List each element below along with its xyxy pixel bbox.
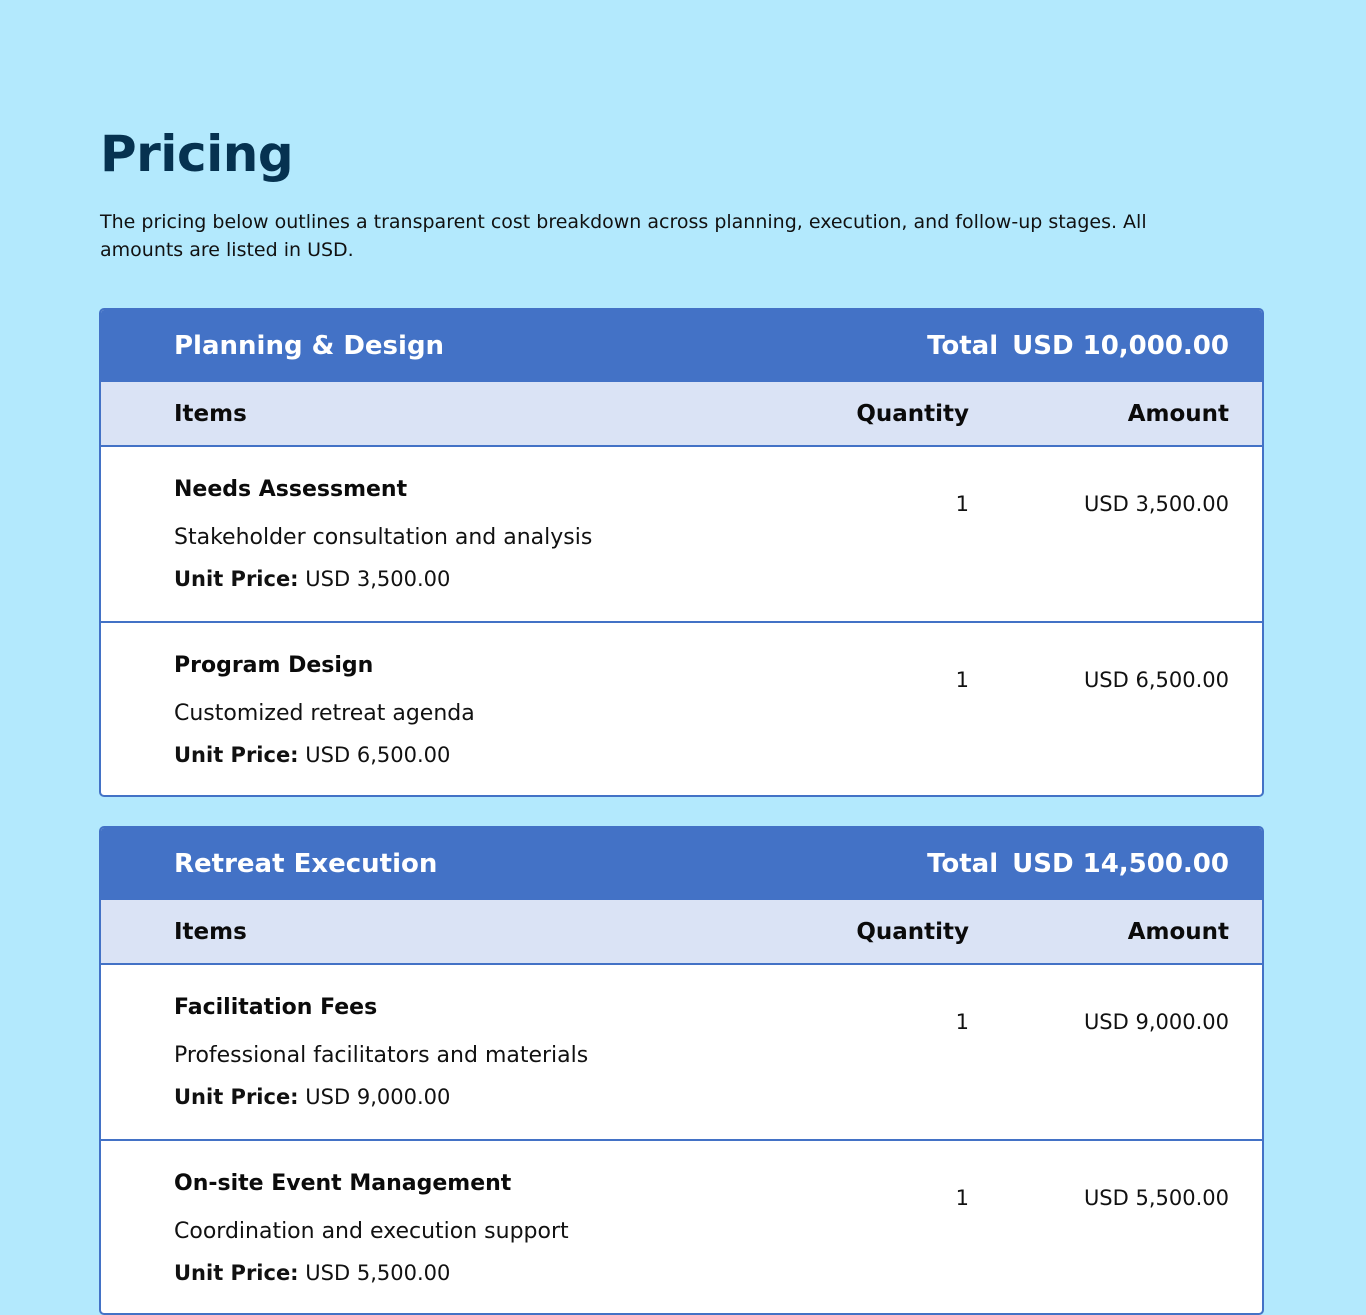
item-description: Customized retreat agenda: [174, 701, 475, 726]
item-description: Stakeholder consultation and analysis: [174, 525, 593, 550]
table-row: [101, 1139, 1262, 1313]
total-value: USD 14,500.00: [1012, 849, 1229, 879]
column-header-row: [101, 382, 1262, 447]
table-row: [101, 447, 1262, 621]
item-unit-price: [174, 564, 799, 594]
item-description: Professional facilitators and materials: [174, 1043, 589, 1068]
unit-price-label: Unit Price:: [174, 1261, 299, 1285]
section-total: [927, 331, 1229, 361]
section-title: Planning & Design: [174, 331, 445, 361]
item-name: Facilitation Fees: [174, 995, 378, 1020]
column-header-items: Items: [174, 400, 247, 427]
column-header-row: [101, 900, 1262, 965]
pricing-section-planning-design: [99, 308, 1264, 797]
unit-price-label: Unit Price:: [174, 567, 299, 591]
unit-price-value: USD 3,500.00: [305, 567, 451, 591]
section-header: [101, 828, 1262, 900]
item-quantity: 1: [955, 492, 969, 516]
item-unit-price: [174, 1258, 799, 1288]
item-description: Coordination and execution support: [174, 1219, 569, 1244]
item-amount: USD 9,000.00: [1083, 1010, 1229, 1034]
item-name: Program Design: [174, 653, 374, 678]
pricing-section-retreat-execution: [99, 826, 1264, 1315]
item-amount: USD 3,500.00: [1083, 492, 1229, 516]
item-name: On-site Event Management: [174, 1171, 512, 1196]
section-header: [101, 310, 1262, 382]
table-row: [101, 621, 1262, 795]
table-row: [101, 965, 1262, 1139]
item-unit-price: [174, 740, 799, 770]
total-label: Total: [927, 849, 999, 879]
unit-price-value: USD 5,500.00: [305, 1261, 451, 1285]
column-header-items: Items: [174, 918, 247, 945]
column-header-quantity: Quantity: [856, 918, 969, 945]
page-title: Pricing: [100, 125, 294, 183]
item-amount: USD 6,500.00: [1083, 668, 1229, 692]
item-name: Needs Assessment: [174, 477, 408, 502]
item-unit-price: [174, 1082, 799, 1112]
unit-price-value: USD 6,500.00: [305, 743, 451, 767]
page-intro: The pricing below outlines a transparent cost breakdown across planning, execution, and follow-up stages. All amounts are listed in USD.: [100, 211, 1147, 261]
item-quantity: 1: [955, 1186, 969, 1210]
column-header-quantity: Quantity: [856, 400, 969, 427]
item-quantity: 1: [955, 1010, 969, 1034]
unit-price-label: Unit Price:: [174, 1085, 299, 1109]
section-total: [927, 849, 1229, 879]
unit-price-value: USD 9,000.00: [305, 1085, 451, 1109]
unit-price-label: Unit Price:: [174, 743, 299, 767]
column-header-amount: Amount: [1127, 400, 1229, 427]
column-header-amount: Amount: [1127, 918, 1229, 945]
item-quantity: 1: [955, 668, 969, 692]
total-label: Total: [927, 331, 999, 361]
item-amount: USD 5,500.00: [1083, 1186, 1229, 1210]
total-value: USD 10,000.00: [1012, 331, 1229, 361]
section-title: Retreat Execution: [174, 849, 438, 879]
